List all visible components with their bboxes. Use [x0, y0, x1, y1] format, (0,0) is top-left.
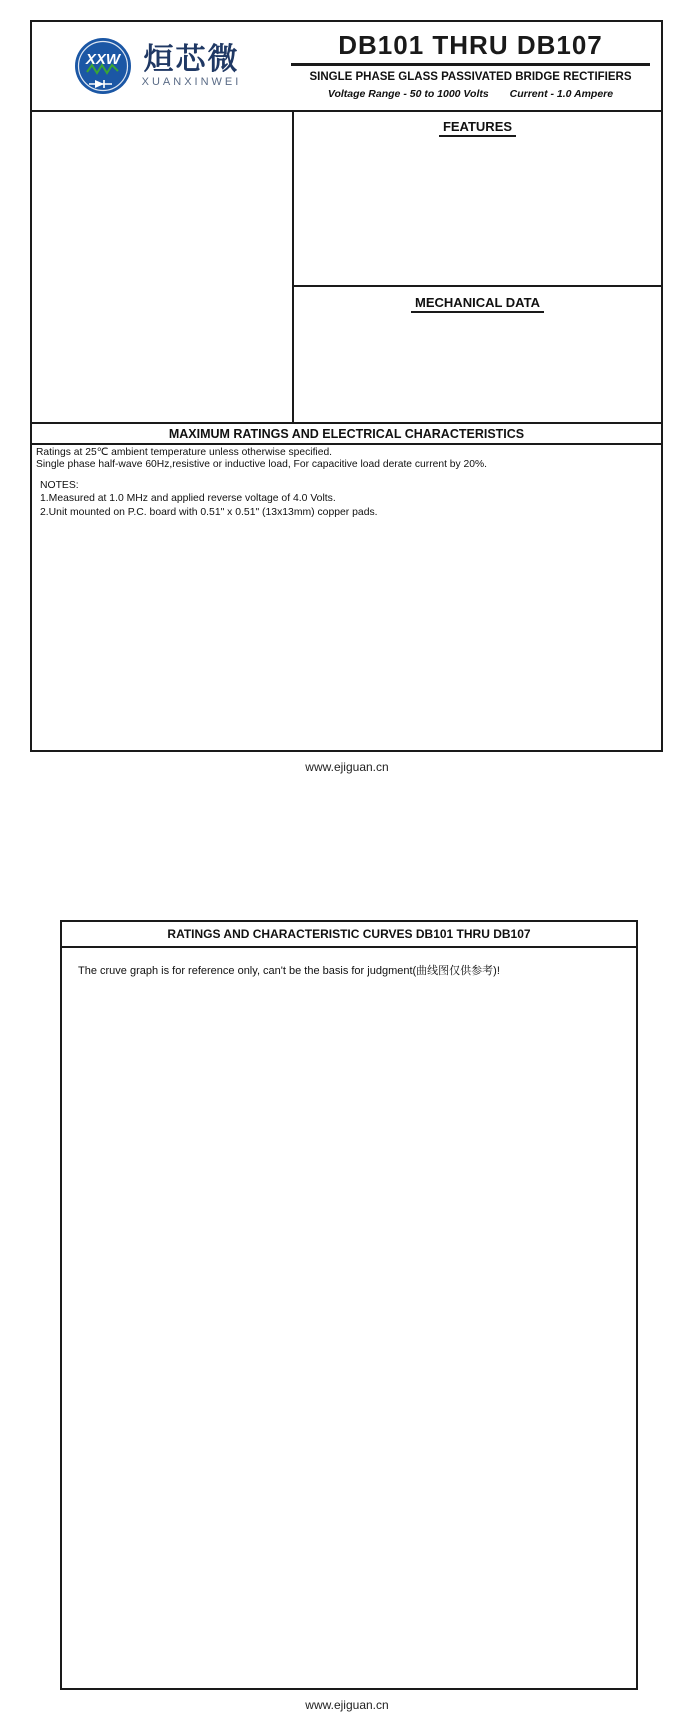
logo-text: XXW: [85, 51, 120, 68]
brand-names: [142, 44, 242, 88]
mechanical-title: MECHANICAL DATA: [310, 295, 645, 310]
mechanical-section: [294, 287, 661, 327]
current-rating: Current - 1.0 Ampere: [509, 88, 614, 100]
ratings-section-title: MAXIMUM RATINGS AND ELECTRICAL CHARACTERISTICS: [32, 424, 661, 445]
logo-icon: [71, 34, 135, 98]
package-drawing-svg: [32, 112, 290, 420]
curves-title: RATINGS AND CHARACTERISTIC CURVES DB101 THRU DB107: [62, 922, 636, 948]
package-outline-section: [32, 112, 294, 422]
note-1: 1.Measured at 1.0 MHz and applied reverse voltage of 4.0 Volts.: [40, 493, 336, 505]
title-block: [280, 22, 661, 110]
range-line: [280, 88, 661, 100]
ratings-condition-2: Single phase half-wave 60Hz,resistive or inductive load, For capacitive load derate current by 20%.: [36, 459, 488, 471]
features-title: FEATURES: [310, 119, 645, 134]
note-2: 2.Unit mounted on P.C. board with 0.51" x 0.51" (13x13mm) copper pads.: [40, 506, 378, 518]
ratings-conditions: [32, 445, 661, 475]
brand-english: XUANXINWEI: [141, 75, 242, 88]
voltage-range: Voltage Range - 50 to 1000 Volts: [327, 88, 489, 100]
features-section: [294, 112, 661, 287]
charts-grid: [62, 948, 636, 956]
page2-footer-url: www.ejiguan.cn: [305, 1698, 389, 1712]
notes-block: [32, 475, 661, 524]
part-number-title: DB101 THRU DB107: [338, 30, 603, 60]
page1-datasheet: [30, 20, 663, 752]
notes-title: NOTES:: [40, 479, 79, 491]
page2-curves: [60, 920, 638, 1690]
middle-section: [32, 112, 661, 424]
curves-disclaimer: The cruve graph is for reference only, can't be the basis for judgment(曲线图仅供参考)!: [78, 965, 500, 977]
page1-footer-url: www.ejiguan.cn: [305, 760, 389, 774]
header: [32, 22, 661, 112]
ratings-condition-1: Ratings at 25℃ ambient temperature unless otherwise specified.: [36, 447, 333, 458]
right-column: [294, 112, 661, 422]
brand-chinese: 烜芯微: [143, 43, 240, 77]
doc-subtitle: SINGLE PHASE GLASS PASSIVATED BRIDGE RECTIFIERS: [309, 71, 632, 83]
company-logo: [32, 22, 280, 110]
title-underline: [291, 63, 649, 66]
